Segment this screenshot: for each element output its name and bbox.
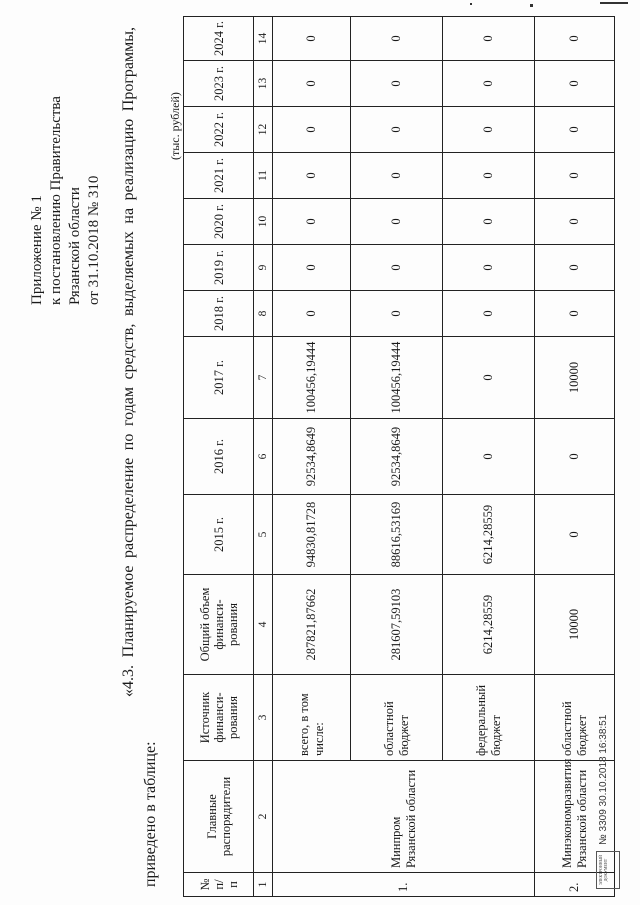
col-number: 7 (254, 337, 273, 419)
cell-2021: 0 (273, 153, 351, 199)
col-number: 2 (254, 761, 273, 873)
header-2021: 2021 г. (184, 153, 254, 199)
cell-2019: 0 (351, 245, 443, 291)
header-num: № п/п (184, 873, 254, 897)
appendix-line-4: от 31.10.2018 № 310 (86, 175, 102, 305)
cell-2018: 0 (535, 291, 615, 337)
cell-2015: 6214,28559 (443, 495, 535, 575)
cell-2017: 100456,19444 (273, 337, 351, 419)
cell-2021: 0 (443, 153, 535, 199)
row-total: 281607,59103 (351, 575, 443, 675)
cell-2015: 88616,53169 (351, 495, 443, 575)
cell-2022: 0 (535, 107, 615, 153)
cell-2018: 0 (351, 291, 443, 337)
cell-2021: 0 (535, 153, 615, 199)
document-registration-id: № 3309 30.10.2018 16:38:51 (598, 714, 609, 845)
cell-2023: 0 (535, 61, 615, 107)
section-heading: «4.3. Планируемое распределение по годам средств, выделяемых на реализацию Программы, приведено в таблице: (120, 27, 159, 887)
column-number-row (254, 17, 273, 897)
header-source: Источник финанси-рования (184, 675, 254, 761)
cell-2020: 0 (443, 199, 535, 245)
appendix-block (28, 15, 104, 305)
row-source: всего, в том числе: (273, 675, 351, 761)
header-2024: 2024 г. (184, 17, 254, 61)
header-2022: 2022 г. (184, 107, 254, 153)
scan-mark (470, 3, 472, 5)
col-number: 12 (254, 107, 273, 153)
cell-2019: 0 (535, 245, 615, 291)
header-2019: 2019 г. (184, 245, 254, 291)
scan-mark (600, 2, 628, 4)
cell-2017: 10000 (535, 337, 615, 419)
cell-2016: 92534,8649 (351, 419, 443, 495)
cell-2024: 0 (351, 17, 443, 61)
cell-2022: 0 (443, 107, 535, 153)
funding-table (183, 16, 615, 897)
cell-2020: 0 (535, 199, 615, 245)
header-2017: 2017 г. (184, 337, 254, 419)
cell-2024: 0 (535, 17, 615, 61)
row-source: областной бюджет (535, 675, 615, 761)
row-manager: Минэкономразвития Рязанской области (535, 761, 615, 873)
electronic-document-stamp: ЭЛЕКТРОННЫЙ ДОКУМЕНТ (596, 851, 620, 889)
header-2018: 2018 г. (184, 291, 254, 337)
col-number: 4 (254, 575, 273, 675)
cell-2015: 0 (535, 495, 615, 575)
cell-2024: 0 (443, 17, 535, 61)
row-total: 6214,28559 (443, 575, 535, 675)
row-manager: Минпром Рязанской области (273, 761, 535, 873)
header-managers: Главные распорядители (184, 761, 254, 873)
col-number: 5 (254, 495, 273, 575)
row-source: областной бюджет (351, 675, 443, 761)
cell-2019: 0 (273, 245, 351, 291)
header-2023: 2023 г. (184, 61, 254, 107)
appendix-line-2: к постановлению Правительства (48, 96, 64, 305)
cell-2022: 0 (351, 107, 443, 153)
cell-2017: 100456,19444 (351, 337, 443, 419)
col-number: 9 (254, 245, 273, 291)
header-row (184, 17, 254, 897)
units-label: (тыс. рублей) (168, 92, 182, 160)
cell-2017: 0 (443, 337, 535, 419)
col-number: 10 (254, 199, 273, 245)
col-number: 11 (254, 153, 273, 199)
row-source: федеральный бюджет (443, 675, 535, 761)
appendix-line-3: Рязанской области (67, 187, 83, 305)
table-row (273, 17, 351, 897)
row-num: 1. (273, 873, 535, 897)
cell-2015: 94830,81728 (273, 495, 351, 575)
row-num: 2. (535, 873, 615, 897)
cell-2023: 0 (443, 61, 535, 107)
header-2020: 2020 г. (184, 199, 254, 245)
cell-2016: 0 (443, 419, 535, 495)
cell-2020: 0 (351, 199, 443, 245)
cell-2020: 0 (273, 199, 351, 245)
cell-2023: 0 (273, 61, 351, 107)
appendix-line-1: Приложение № 1 (29, 195, 45, 305)
col-number: 1 (254, 873, 273, 897)
col-number: 3 (254, 675, 273, 761)
header-2016: 2016 г. (184, 419, 254, 495)
cell-2016: 92534,8649 (273, 419, 351, 495)
col-number: 14 (254, 17, 273, 61)
cell-2018: 0 (273, 291, 351, 337)
cell-2024: 0 (273, 17, 351, 61)
cell-2016: 0 (535, 419, 615, 495)
scan-mark (530, 4, 533, 7)
col-number: 6 (254, 419, 273, 495)
cell-2022: 0 (273, 107, 351, 153)
cell-2021: 0 (351, 153, 443, 199)
header-total: Общий объем финанси-рования (184, 575, 254, 675)
col-number: 13 (254, 61, 273, 107)
cell-2019: 0 (443, 245, 535, 291)
row-total: 287821,87662 (273, 575, 351, 675)
cell-2018: 0 (443, 291, 535, 337)
header-2015: 2015 г. (184, 495, 254, 575)
cell-2023: 0 (351, 61, 443, 107)
col-number: 8 (254, 291, 273, 337)
row-total: 10000 (535, 575, 615, 675)
